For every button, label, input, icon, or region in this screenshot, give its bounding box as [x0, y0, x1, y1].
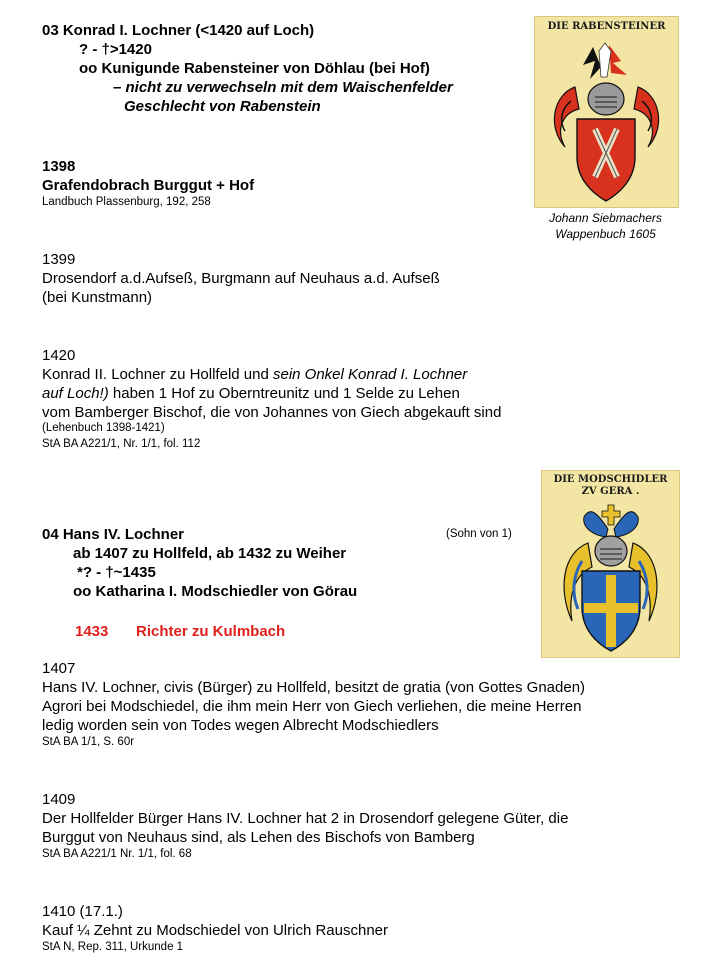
- crest1-caption-line2: Wappenbuch 1605: [555, 227, 656, 241]
- rec1409-text1: Der Hollfelder Bürger Hans IV. Lochner hat 2 in Drosendorf gelegene Güter, die: [42, 810, 569, 827]
- rabensteiner-crest-icon: [535, 17, 678, 207]
- rec1420-text2b: haben 1 Hof zu Oberntreunitz und 1 Selde zu Lehen: [108, 385, 460, 402]
- rec1399-text1: Drosendorf a.d.Aufseß, Burgmann auf Neuhaus a.d. Aufseß: [42, 270, 440, 287]
- rec1407-year: 1407: [42, 660, 76, 677]
- rec1398-year: 1398: [42, 158, 76, 175]
- rec1399-year: 1399: [42, 251, 76, 268]
- entry03-marriage: oo Kunigunde Rabensteiner von Döhlau (bei Hof): [79, 60, 430, 77]
- entry03-note-line2: Geschlecht von Rabenstein: [124, 98, 321, 115]
- crest2-title1: DIE MODSCHIDLER: [553, 474, 668, 485]
- entry04-marriage: oo Katharina I. Modschiedler von Görau: [73, 583, 358, 600]
- rec1420-text3: vom Bamberger Bischof, die von Johannes von Giech abgekauft sind: [42, 404, 502, 421]
- entry04-red-text: Richter zu Kulmbach: [136, 623, 286, 640]
- rec1399-text2: (bei Kunstmann): [42, 289, 153, 306]
- rec1407-text2: Agrori bei Modschiedel, die ihm mein Herr von Giech verliehen, die meine Herren: [42, 698, 582, 715]
- rec1420-year: 1420: [42, 347, 76, 364]
- rec1420-source2: StA BA A221/1, Nr. 1/1, fol. 112: [42, 438, 201, 450]
- rec1409-year: 1409: [42, 791, 76, 808]
- rec1420-text2: [42, 384, 460, 403]
- rec1420-text1a: Konrad II. Lochner zu Hollfeld und: [42, 366, 273, 383]
- rec1398-title: Grafendobrach Burggut + Hof: [42, 177, 255, 194]
- entry04-note: (Sohn von 1): [446, 528, 512, 540]
- rec1407-source: StA BA 1/1, S. 60r: [42, 736, 135, 748]
- rec1420-source1: (Lehenbuch 1398-1421): [42, 422, 165, 434]
- rec1398-source: Landbuch Plassenburg, 192, 258: [42, 196, 211, 208]
- entry04-residence: ab 1407 zu Hollfeld, ab 1432 zu Weiher: [73, 545, 347, 562]
- rec1407-text1: Hans IV. Lochner, civis (Bürger) zu Hollfeld, besitzt de gratia (von Gottes Gnaden): [42, 679, 586, 696]
- rec1420-text2a: auf Loch!): [42, 385, 109, 402]
- crest1-title: DIE RABENSTEINER: [547, 21, 666, 32]
- entry04-dates: *? - †~1435: [77, 564, 156, 581]
- entry03-heading: 03 Konrad I. Lochner (<1420 auf Loch): [42, 22, 315, 39]
- entry03-dates: ? - †>1420: [79, 41, 152, 58]
- rec1410-source: StA N, Rep. 311, Urkunde 1: [42, 941, 184, 953]
- rec1407-text3: ledig worden sein von Todes wegen Albrecht Modschiedlers: [42, 717, 439, 734]
- modschidler-coat-of-arms: [541, 470, 680, 658]
- rec1420-text1: [42, 365, 467, 384]
- crest1-caption: [534, 210, 677, 242]
- rec1410-text1: Kauf ¼ Zehnt zu Modschiedel von Ulrich Rauschner: [42, 922, 389, 939]
- rec1420-text1b: sein Onkel Konrad I. Lochner: [272, 366, 468, 383]
- rec1409-text2: Burggut von Neuhaus sind, als Lehen des Bischofs von Bamberg: [42, 829, 475, 846]
- entry04-heading: 04 Hans IV. Lochner: [42, 526, 185, 543]
- entry04-red-year: 1433: [75, 623, 109, 640]
- rec1410-year: 1410 (17.1.): [42, 903, 123, 920]
- rabensteiner-coat-of-arms: [534, 16, 679, 208]
- crest1-caption-line1: Johann Siebmachers: [549, 211, 662, 225]
- modschidler-crest-icon: [542, 471, 679, 657]
- rec1409-source: StA BA A221/1 Nr. 1/1, fol. 68: [42, 848, 192, 860]
- crest2-title2: ZV GERA .: [581, 486, 640, 497]
- entry03-note-line1: – nicht zu verwechseln mit dem Waischenfelder: [113, 79, 453, 96]
